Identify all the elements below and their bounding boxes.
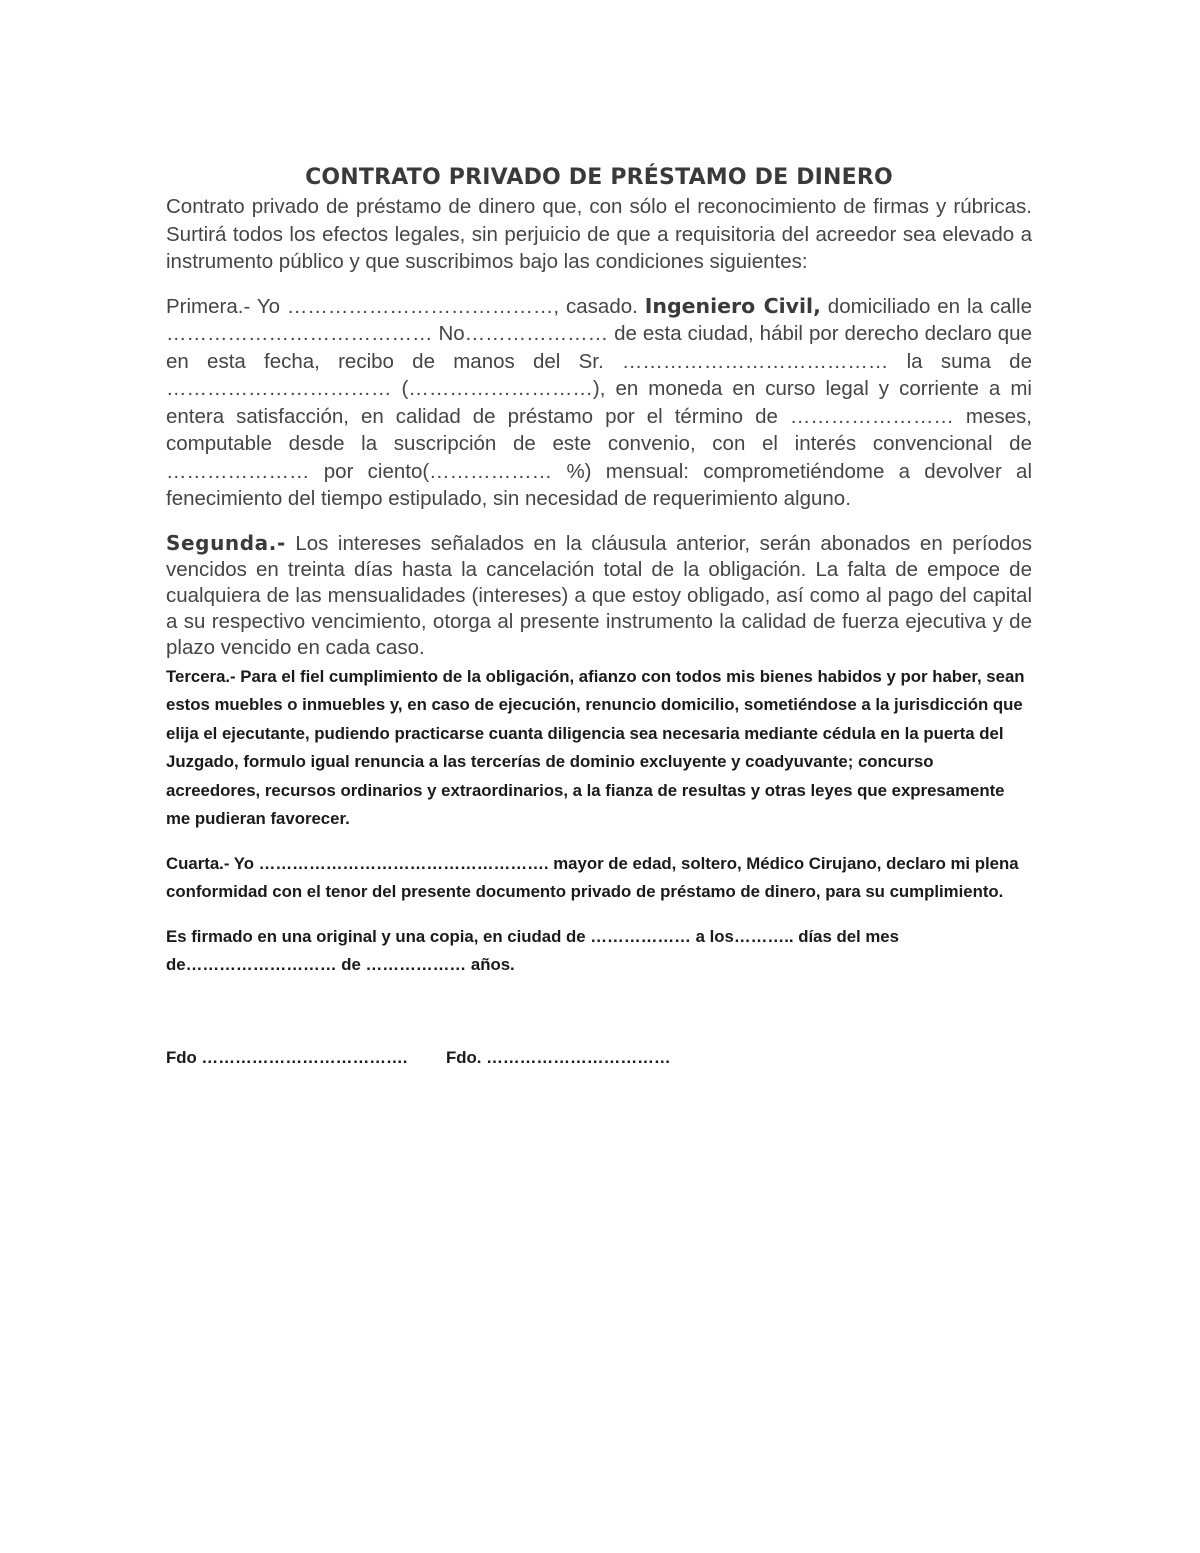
clause-segunda-label: Segunda.-: [166, 530, 286, 555]
clause-primera: [166, 293, 1032, 513]
clause-primera-text-1: Primera.- Yo …………………………………, casado.: [166, 294, 645, 318]
clause-primera-text-2: domiciliado en la calle ………………………………… No………………… de esta ciudad, hábil por derecho declaro que en esta fecha, recibo de manos del Sr. ………………………………… la suma de …………………………… (………………………), en moneda en curso legal y corriente a mi entera satisfacción, en calidad de préstamo por el término de …………………… meses, computable desde la suscripción de este convenio, con el interés convencional de ………………… por ciento(……………… %) mensual: comprometiéndome a devolver al fenecimiento del tiempo estipulado, sin necesidad de requerimiento alguno.: [166, 294, 1032, 510]
document-title: CONTRATO PRIVADO DE PRÉSTAMO DE DINERO: [305, 165, 893, 190]
signature-line-1: Fdo ……………………………….: [166, 1047, 408, 1067]
clause-cuarta: Cuarta.- Yo ……………………………………………. mayor de edad, soltero, Médico Cirujano, declaro mi plena conformidad con el tenor del presente documento privado de préstamo de dinero, para su cumplimiento.: [166, 853, 1019, 901]
signing-statement: Es firmado en una original y una copia, en ciudad de ……………… a los……….. días del mes de……………………… de ……………… años.: [166, 926, 899, 974]
clause-primera-profession: Ingeniero Civil,: [644, 293, 821, 318]
clause-tercera: Tercera.- Para el fiel cumplimiento de la obligación, afianzo con todos mis bienes habidos y por haber, sean estos muebles o inmuebles y, en caso de ejecución, renuncio domicilio, sometiéndose a la jurisdicción que elija el ejecutante, pudiendo practicarse cuanta diligencia sea necesaria mediante cédula en la puerta del Juzgado, formulo igual renuncia a las tercerías de dominio excluyente y coadyuvante; concurso acreedores, recursos ordinarios y extraordinarios, a la fianza de resultas y otras leyes que expresamente me pudieran favorecer.: [166, 666, 1025, 828]
clause-segunda-text: Los intereses señalados en la cláusula anterior, serán abonados en períodos vencidos en treinta días hasta la cancelación total de la obligación. La falta de empoce de cualquiera de las mensualidades (intereses) a que estoy obligado, así como al pago del capital a su respectivo vencimiento, otorga al presente instrumento la calidad de fuerza ejecutiva y de plazo vencido en cada caso.: [166, 531, 1032, 659]
clause-segunda: [166, 530, 1032, 661]
signature-lines: [166, 1044, 1032, 1072]
signature-line-2: Fdo. ……………………………: [446, 1047, 671, 1067]
intro-paragraph: Contrato privado de préstamo de dinero que, con sólo el reconocimiento de firmas y rúbricas. Surtirá todos los efectos legales, sin perjuicio de que a requisitoria del acreedor sea elevado a instrumento público y que suscribimos bajo las condiciones siguientes:: [166, 195, 1032, 273]
document-body: [166, 163, 1032, 1072]
